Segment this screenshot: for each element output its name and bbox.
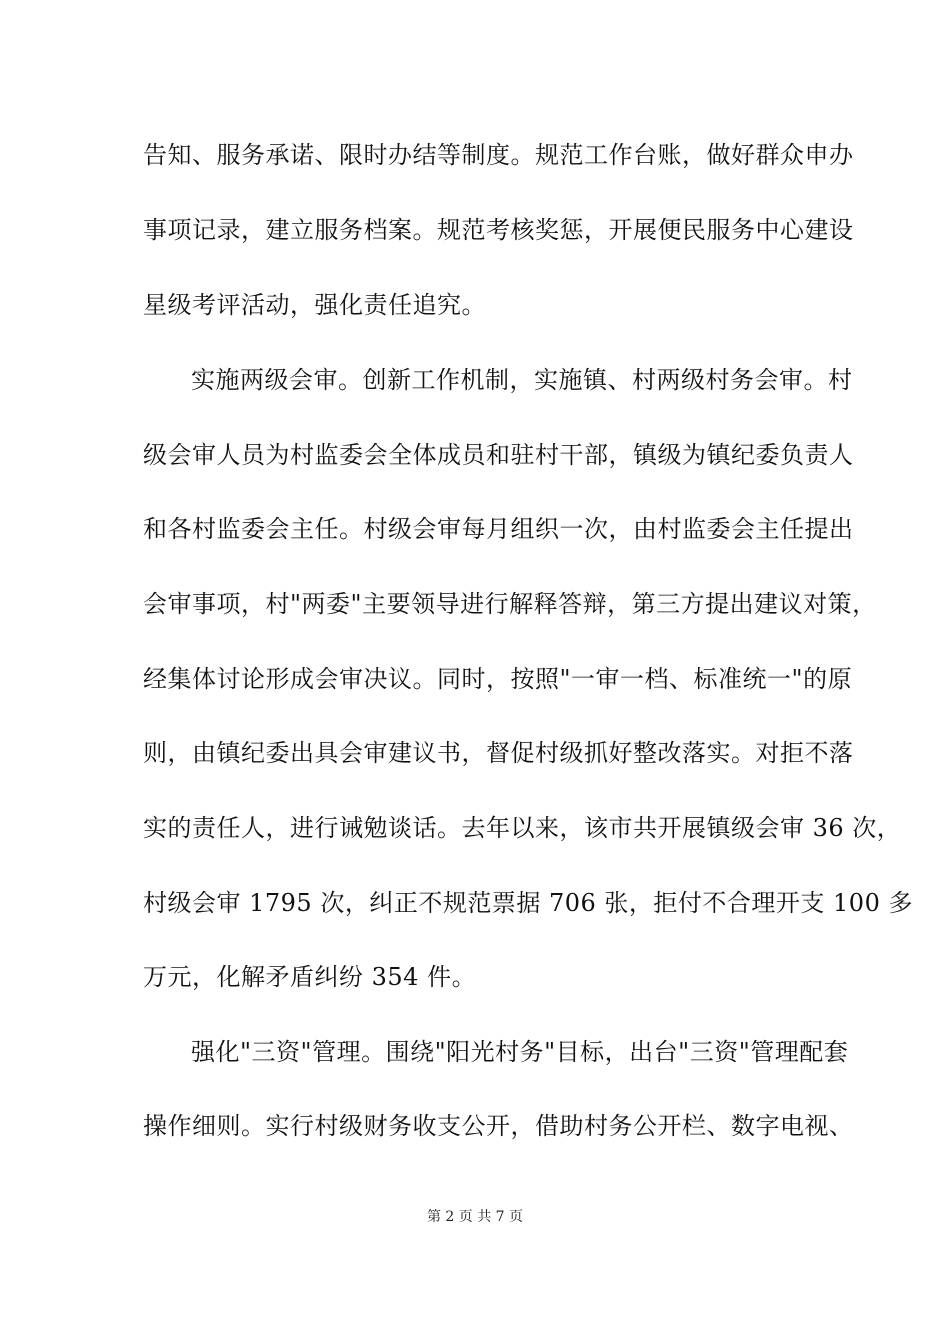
- text-line-2: 事项记录，建立服务档案。规范考核奖惩，开展便民服务中心建设: [143, 216, 854, 244]
- text-line-8: 经集体讨论形成会审决议。同时，按照"一审一档、标准统一"的原: [143, 665, 853, 693]
- text-line-4: 实施两级会审。创新工作机制，实施镇、村两级村务会审。村: [191, 366, 853, 394]
- text-line-14: 操作细则。实行村级财务收支公开，借助村务公开栏、数字电视、: [143, 1112, 854, 1140]
- text-line-11: 村级会审 1795 次，纠正不规范票据 706 张，拒付不合理开支 100 多: [143, 889, 913, 917]
- text-line-10: 实的责任人，进行诫勉谈话。去年以来，该市共开展镇级会审 36 次，: [143, 814, 902, 842]
- text-line-6: 和各村监委会主任。村级会审每月组织一次，由村监委会主任提出: [143, 515, 854, 543]
- text-line-12: 万元，化解矛盾纠纷 354 件。: [143, 963, 477, 991]
- text-line-9: 则，由镇纪委出具会审建议书，督促村级抓好整改落实。对拒不落: [143, 739, 854, 767]
- text-line-13: 强化"三资"管理。围绕"阳光村务"目标，出台"三资"管理配套: [191, 1038, 849, 1066]
- text-line-3: 星级考评活动，强化责任追究。: [143, 291, 486, 319]
- text-line-7: 会审事项，村"两委"主要领导进行解释答辩，第三方提出建议对策，: [143, 590, 877, 618]
- text-line-1: 告知、服务承诺、限时办结等制度。规范工作台账，做好群众申办: [143, 141, 854, 169]
- page-footer: 第 2 页 共 7 页: [426, 1209, 524, 1225]
- text-line-5: 级会审人员为村监委会全体成员和驻村干部，镇级为镇纪委负责人: [143, 441, 854, 469]
